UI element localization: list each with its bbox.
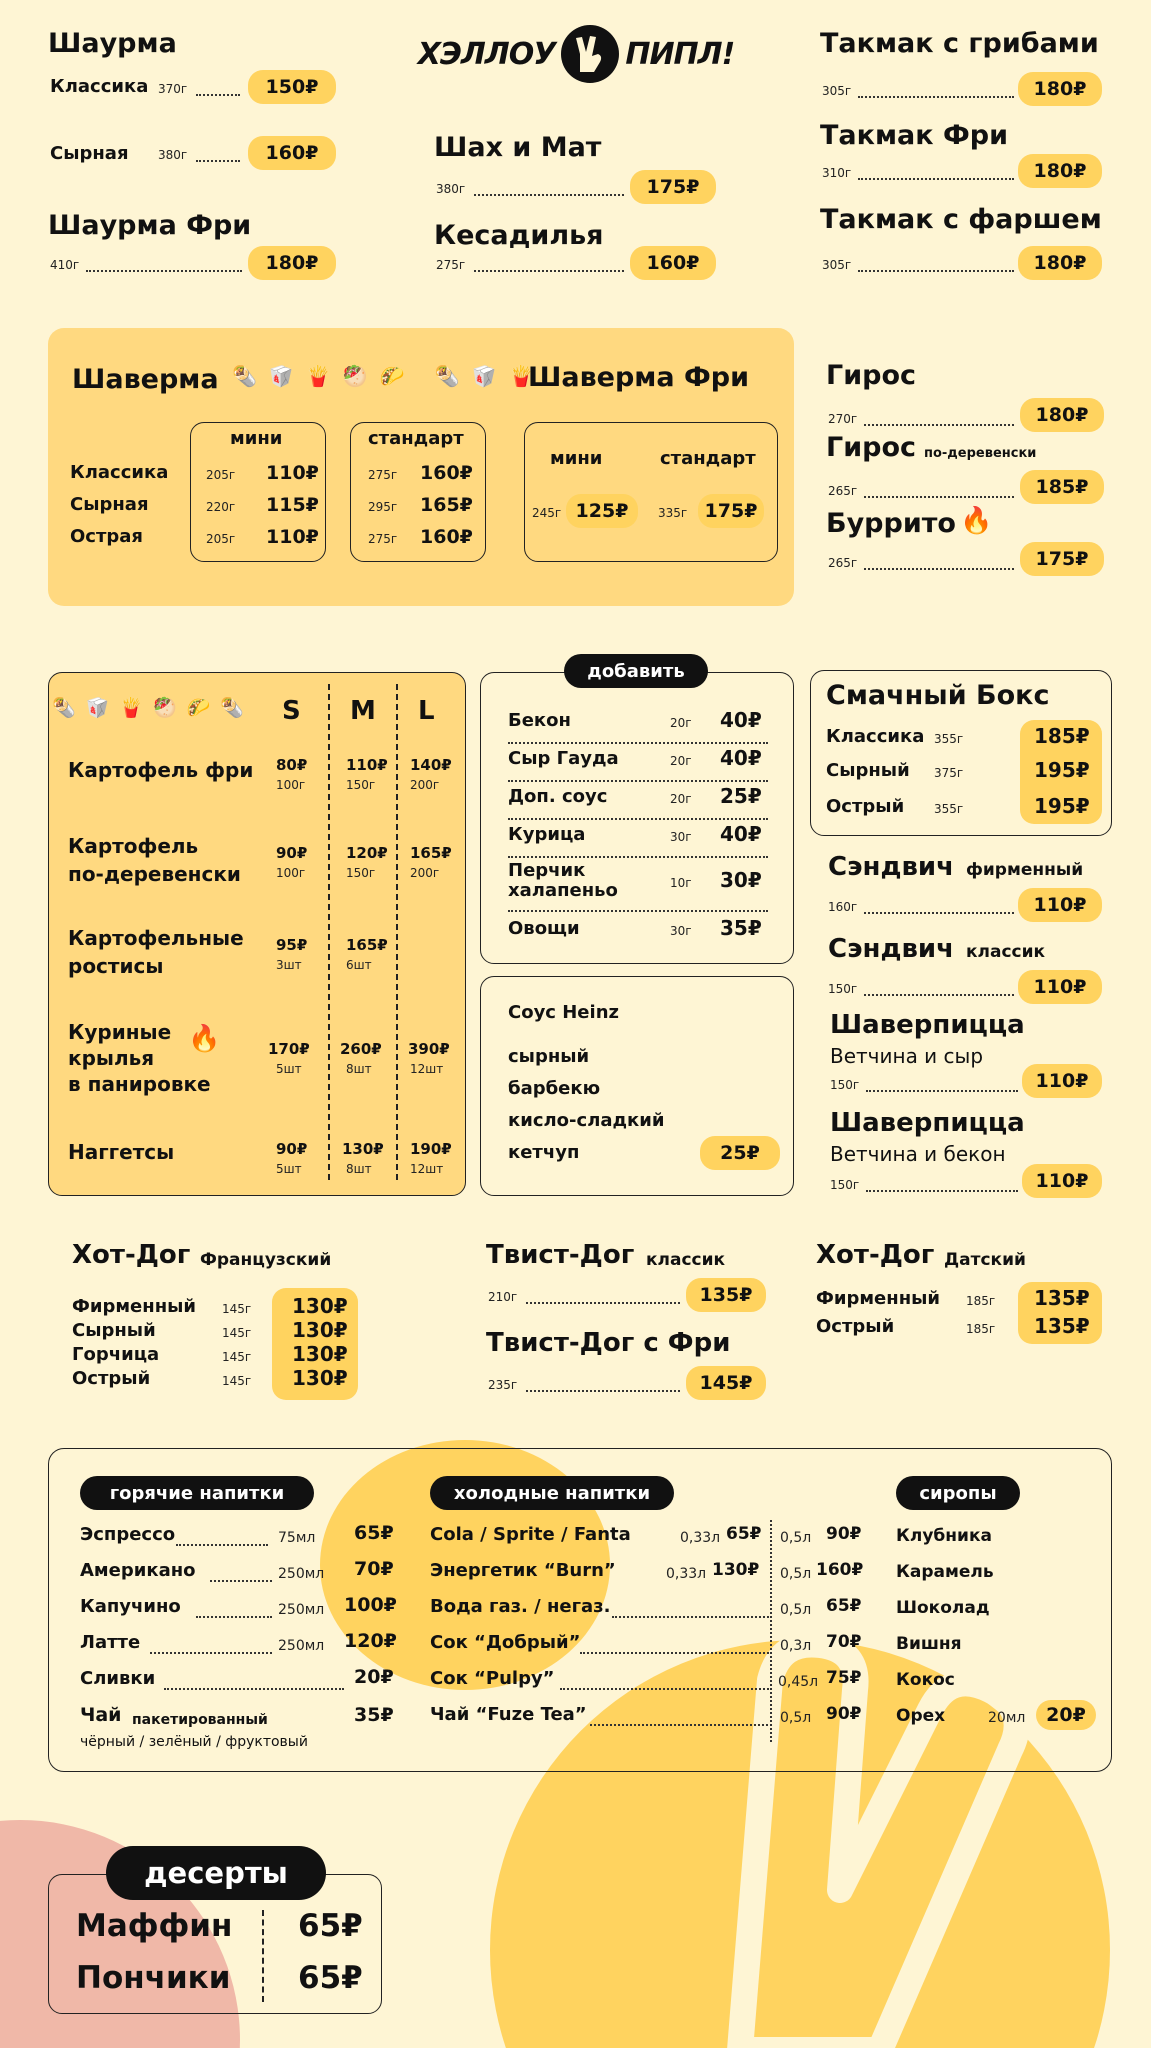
hotdog-fr-item-label: Острый <box>72 1368 151 1389</box>
volume: 0,45л <box>778 1674 819 1690</box>
price: 160₽ <box>420 462 473 484</box>
hot-drink-label: Латте <box>80 1632 141 1653</box>
weight: 12шт <box>410 1062 444 1076</box>
price: 70₽ <box>354 1558 394 1580</box>
sauce-item: кетчуп <box>508 1142 580 1163</box>
shah-mat-weight: 380г <box>436 182 466 196</box>
shaverma-fri-standard-price: 175₽ <box>698 494 764 528</box>
pizza1-sub: Ветчина и сыр <box>830 1044 984 1068</box>
dessert-label: Пончики <box>76 1960 231 1996</box>
volume: 0,33л <box>680 1530 721 1546</box>
shaurma-fri-title: Шаурма Фри <box>48 210 252 241</box>
hotdog-fr-item-label: Фирменный <box>72 1296 197 1317</box>
price: 65₽ <box>354 1522 394 1544</box>
shaverma-title: Шаверма <box>72 364 219 395</box>
dots <box>474 194 624 196</box>
price: 130₽ <box>292 1318 348 1342</box>
price: 25₽ <box>720 784 762 808</box>
weight: 5шт <box>276 1062 302 1076</box>
add-item-label: Курица <box>508 824 586 845</box>
price: 135₽ <box>1034 1314 1090 1338</box>
price: 40₽ <box>720 746 762 770</box>
weight: 8шт <box>346 1062 372 1076</box>
dots <box>150 1652 272 1654</box>
brand-left: ХЭЛЛОУ <box>417 36 556 72</box>
price: 130₽ <box>342 1140 384 1158</box>
price: 70₽ <box>826 1632 862 1652</box>
price: 20₽ <box>354 1666 394 1688</box>
sauce-title: Соус Heinz <box>508 1002 619 1023</box>
brand-logo <box>416 20 736 88</box>
shaverma-row-label: Острая <box>70 526 143 547</box>
size-m-header: M <box>350 696 376 726</box>
dots <box>864 568 1014 570</box>
hotdog-fr-item-label: Сырный <box>72 1320 156 1341</box>
pizza1-title: Шаверпицца <box>830 1010 1025 1040</box>
sandwich2-price: 110₽ <box>1018 970 1102 1004</box>
weight: 150г <box>346 778 376 792</box>
side-label: в панировке <box>68 1072 211 1096</box>
dots <box>526 1302 680 1304</box>
weight: 185г <box>966 1294 996 1308</box>
dots <box>474 270 624 272</box>
weight: 200г <box>410 778 440 792</box>
shaurma-title: Шаурма <box>48 28 177 59</box>
weight: 150г <box>830 1078 860 1092</box>
divider <box>508 856 768 858</box>
side-label: Куриные <box>68 1020 172 1044</box>
weight: 20г <box>670 792 692 806</box>
add-item-label: Перчик <box>508 860 586 881</box>
dots <box>864 994 1014 996</box>
cold-drink-label: Энергетик “Burn” <box>430 1560 616 1581</box>
volume: 0,5л <box>780 1566 812 1582</box>
shaverma-mini-header: мини <box>230 428 283 449</box>
dots <box>196 1616 272 1618</box>
dots <box>86 270 242 272</box>
shaurma-fri-price: 180₽ <box>248 246 336 280</box>
dots <box>590 1724 772 1726</box>
add-item-label: Бекон <box>508 710 571 731</box>
shaverma-standard-header: стандарт <box>368 428 464 449</box>
dots <box>210 1580 272 1582</box>
dots <box>866 1090 1018 1092</box>
add-item-label: халапеньо <box>508 880 618 901</box>
peace-hand-icon <box>561 25 619 83</box>
takmak-meat-price: 180₽ <box>1018 246 1102 280</box>
price: 195₽ <box>1034 758 1090 782</box>
price: 75₽ <box>826 1668 862 1688</box>
dots <box>612 1616 772 1618</box>
weight: 245г <box>532 506 562 520</box>
sauce-item: сырный <box>508 1046 590 1067</box>
box-item-label: Острый <box>826 796 905 817</box>
volume: 0,5л <box>780 1602 812 1618</box>
desserts-divider <box>262 1910 264 2002</box>
dots <box>196 160 240 162</box>
weight: 145г <box>222 1374 252 1388</box>
dots <box>196 94 240 96</box>
giros-price: 180₽ <box>1020 398 1104 432</box>
burrito-title: Буррито <box>826 508 956 539</box>
cold-drink-label: Сок “Pulpy” <box>430 1668 555 1689</box>
volume: 0,5л <box>780 1530 812 1546</box>
weight: 145г <box>222 1302 252 1316</box>
price: 185₽ <box>1034 724 1090 748</box>
box-item-label: Классика <box>826 726 925 747</box>
weight: 150г <box>346 866 376 880</box>
dots <box>560 1688 772 1690</box>
weight: 30г <box>670 830 692 844</box>
price: 90₽ <box>276 1140 308 1158</box>
weight: 150г <box>828 982 858 996</box>
cold-drinks-title: холодные напитки <box>430 1476 674 1510</box>
kesadilya-price: 160₽ <box>630 246 716 280</box>
shaverma-fri-mini-header: мини <box>550 448 603 469</box>
weight: 265г <box>828 556 858 570</box>
weight: 355г <box>934 802 964 816</box>
price: 195₽ <box>1034 794 1090 818</box>
dots <box>864 424 1014 426</box>
syrups-title: сиропы <box>896 1476 1020 1510</box>
syrup-item: Вишня <box>896 1634 962 1654</box>
side-label: Картофельные <box>68 926 244 950</box>
price: 35₽ <box>354 1704 394 1726</box>
food-doodle-icons: 🌯🥡🍟🥙🌮🌯 <box>52 697 254 719</box>
price: 90₽ <box>276 844 308 862</box>
cold-drink-label: Вода газ. / негаз. <box>430 1596 611 1617</box>
divider <box>508 780 768 782</box>
syrup-item: Кокос <box>896 1670 955 1690</box>
hot-drinks-title: горячие напитки <box>80 1476 314 1510</box>
weight: 265г <box>828 484 858 498</box>
weight: 205г <box>206 532 236 546</box>
price: 110₽ <box>266 462 319 484</box>
price: 80₽ <box>276 756 308 774</box>
price: 35₽ <box>720 916 762 940</box>
dots <box>858 178 1014 180</box>
takmak-mushroom-price: 180₽ <box>1018 72 1102 106</box>
price: 40₽ <box>720 708 762 732</box>
sandwich1-sub: фирменный <box>966 860 1084 880</box>
price: 130₽ <box>292 1294 348 1318</box>
side-label: крылья <box>68 1046 155 1070</box>
sandwich1-price: 110₽ <box>1018 888 1102 922</box>
shaverma-fri-mini-price: 125₽ <box>566 494 638 528</box>
size-s-header: S <box>282 696 301 726</box>
syrup-item: Клубника <box>896 1526 992 1546</box>
price: 90₽ <box>826 1704 862 1724</box>
price: 130₽ <box>292 1366 348 1390</box>
hot-drink-label: Американо <box>80 1560 196 1581</box>
cold-drink-label: Cola / Sprite / Fanta <box>430 1524 631 1545</box>
price: 65₽ <box>826 1596 862 1616</box>
weight: 12шт <box>410 1162 444 1176</box>
syrup-item: Шоколад <box>896 1598 990 1618</box>
cold-drink-label: Сок “Добрый” <box>430 1632 581 1653</box>
weight: 6шт <box>346 958 372 972</box>
sandwich2-title: Сэндвич <box>828 934 954 964</box>
weight: 275г <box>368 468 398 482</box>
divider <box>508 910 768 912</box>
sauce-price: 25₽ <box>700 1136 780 1170</box>
weight: 30г <box>670 924 692 938</box>
volume: 0,5л <box>780 1710 812 1726</box>
giros2-title: Гирос <box>826 432 917 463</box>
price: 170₽ <box>268 1040 310 1058</box>
shaurma-cheese-weight: 380г <box>158 148 188 162</box>
price: 120₽ <box>344 1630 397 1652</box>
weight: 150г <box>830 1178 860 1192</box>
shah-mat-title: Шах и Мат <box>434 132 602 163</box>
shaurma-cheese-label: Сырная <box>50 143 129 164</box>
price: 110₽ <box>346 756 388 774</box>
pizza1-price: 110₽ <box>1022 1064 1102 1098</box>
volume: 250мл <box>278 1566 325 1582</box>
giros-title: Гирос <box>826 360 917 391</box>
weight: 355г <box>934 732 964 746</box>
side-label: по-деревенски <box>68 862 241 886</box>
shaverma-fri-box <box>524 422 778 562</box>
weight: 100г <box>276 866 306 880</box>
weight: 375г <box>934 766 964 780</box>
weight: 185г <box>966 1322 996 1336</box>
takmak-meat-weight: 305г <box>822 258 852 272</box>
pizza2-price: 110₽ <box>1022 1164 1102 1198</box>
price: 190₽ <box>410 1140 452 1158</box>
twist2-title: Твист-Дог с Фри <box>486 1328 731 1358</box>
sauce-item: кисло-сладкий <box>508 1110 665 1131</box>
pizza2-sub: Ветчина и бекон <box>830 1142 1006 1166</box>
weight: 295г <box>368 500 398 514</box>
price: 140₽ <box>410 756 452 774</box>
shaurma-fri-weight: 410г <box>50 258 80 272</box>
cold-drink-label: Чай “Fuze Tea” <box>430 1704 587 1725</box>
hot-drink-label: Сливки <box>80 1668 156 1689</box>
weight: 8шт <box>346 1162 372 1176</box>
weight: 275г <box>368 532 398 546</box>
dessert-price: 65₽ <box>298 1908 363 1944</box>
shaverma-row-label: Классика <box>70 462 169 483</box>
size-divider <box>328 684 330 1180</box>
volume: 0,3л <box>780 1638 812 1654</box>
shaverma-row-label: Сырная <box>70 494 149 515</box>
price: 130₽ <box>712 1560 760 1580</box>
kesadilya-title: Кесадилья <box>434 220 604 251</box>
twist1-price: 135₽ <box>686 1278 766 1312</box>
burrito-price: 175₽ <box>1020 542 1104 576</box>
price: 65₽ <box>726 1524 762 1544</box>
divider <box>508 818 768 820</box>
weight: 205г <box>206 468 236 482</box>
dessert-label: Маффин <box>76 1908 233 1944</box>
volume: 75мл <box>278 1530 316 1546</box>
price: 160₽ <box>420 526 473 548</box>
hotdog-dk-sub: Датский <box>944 1250 1026 1270</box>
side-label: ростисы <box>68 954 164 978</box>
price: 115₽ <box>266 494 319 516</box>
hotdog-dk-title: Хот-Дог <box>816 1240 935 1270</box>
dots <box>864 496 1014 498</box>
price: 135₽ <box>1034 1286 1090 1310</box>
sandwich2-sub: классик <box>966 942 1046 962</box>
price: 30₽ <box>720 868 762 892</box>
tea-note: чёрный / зелёный / фруктовый <box>80 1734 308 1750</box>
takmak-fri-price: 180₽ <box>1018 154 1102 188</box>
box-title: Смачный Бокс <box>826 680 1050 711</box>
sauce-item: барбекю <box>508 1078 601 1099</box>
price: 165₽ <box>420 494 473 516</box>
hot-drink-label: Капучино <box>80 1596 181 1617</box>
dessert-price: 65₽ <box>298 1960 363 1996</box>
syrup-price: 20₽ <box>1036 1700 1096 1730</box>
weight: 145г <box>222 1350 252 1364</box>
side-label: Картофель <box>68 834 199 858</box>
price: 90₽ <box>826 1524 862 1544</box>
price: 165₽ <box>410 844 452 862</box>
shah-mat-price: 175₽ <box>630 170 716 204</box>
price: 110₽ <box>266 526 319 548</box>
brand-right: ПИПЛ! <box>625 36 735 72</box>
cold-divider <box>770 1520 772 1742</box>
size-divider <box>396 684 398 1180</box>
price: 40₽ <box>720 822 762 846</box>
box-item-label: Сырный <box>826 760 910 781</box>
takmak-fri-weight: 310г <box>822 166 852 180</box>
weight: 10г <box>670 876 692 890</box>
dots <box>864 912 1014 914</box>
divider <box>508 742 768 744</box>
price: 120₽ <box>346 844 388 862</box>
weight: 160г <box>828 900 858 914</box>
weight: 5шт <box>276 1162 302 1176</box>
shaurma-classic-weight: 370г <box>158 82 188 96</box>
syrup-item: Карамель <box>896 1562 994 1582</box>
takmak-mushroom-weight: 305г <box>822 84 852 98</box>
weight: 235г <box>488 1378 518 1392</box>
add-item-label: Сыр Гауда <box>508 748 619 769</box>
desserts-title: десерты <box>106 1846 326 1900</box>
hotdog-fr-sub: Французский <box>200 1250 332 1270</box>
add-item-label: Доп. соус <box>508 786 608 807</box>
shaverma-fri-title: Шаверма Фри <box>528 362 750 393</box>
dots <box>858 96 1014 98</box>
tea-label: Чай <box>80 1704 122 1726</box>
dots <box>526 1390 680 1392</box>
shaurma-cheese-price: 160₽ <box>248 136 336 170</box>
hotdog-dk-item-label: Фирменный <box>816 1288 941 1309</box>
weight: 220г <box>206 500 236 514</box>
shaverma-fri-standard-header: стандарт <box>660 448 756 469</box>
sandwich1-title: Сэндвич <box>828 852 954 882</box>
giros2-sub: по-деревенски <box>924 446 1037 461</box>
tea-sub: пакетированный <box>132 1712 268 1728</box>
volume: 20мл <box>988 1710 1026 1726</box>
fire-icon: 🔥 <box>960 506 993 536</box>
hotdog-dk-item-label: Острый <box>816 1316 895 1337</box>
twist1-sub: классик <box>646 1250 726 1270</box>
shaurma-classic-price: 150₽ <box>248 70 336 104</box>
weight: 210г <box>488 1290 518 1304</box>
food-doodle-icons: 🌯🥡🍟🥙🌮 🌯🥡🍟 <box>232 364 546 388</box>
dots <box>164 1688 344 1690</box>
takmak-meat-title: Такмак с фаршем <box>820 204 1102 235</box>
weight: 3шт <box>276 958 302 972</box>
twist1-title: Твист-Дог <box>486 1240 635 1270</box>
price: 390₽ <box>408 1040 450 1058</box>
weight: 335г <box>658 506 688 520</box>
takmak-mushroom-title: Такмак с грибами <box>820 28 1099 59</box>
dots <box>858 270 1014 272</box>
volume: 250мл <box>278 1638 325 1654</box>
dots <box>176 1544 268 1546</box>
hotdog-fr-item-label: Горчица <box>72 1344 160 1365</box>
weight: 100г <box>276 778 306 792</box>
size-l-header: L <box>418 696 435 726</box>
pizza2-title: Шаверпицца <box>830 1108 1025 1138</box>
volume: 0,33л <box>666 1566 707 1582</box>
syrup-item: Орех <box>896 1706 946 1726</box>
weight: 20г <box>670 716 692 730</box>
dots <box>866 1190 1018 1192</box>
price: 100₽ <box>344 1594 397 1616</box>
price: 160₽ <box>816 1560 864 1580</box>
weight: 200г <box>410 866 440 880</box>
shaurma-classic-label: Классика <box>50 76 149 97</box>
add-title: добавить <box>564 654 708 688</box>
fire-icon: 🔥 <box>188 1024 221 1054</box>
price: 130₽ <box>292 1342 348 1366</box>
hotdog-fr-title: Хот-Дог <box>72 1240 191 1270</box>
weight: 145г <box>222 1326 252 1340</box>
hot-drink-label: Эспрессо <box>80 1524 176 1545</box>
giros2-price: 185₽ <box>1020 470 1104 504</box>
twist2-price: 145₽ <box>686 1366 766 1400</box>
price: 260₽ <box>340 1040 382 1058</box>
takmak-fri-title: Такмак Фри <box>820 120 1008 151</box>
weight: 20г <box>670 754 692 768</box>
volume: 250мл <box>278 1602 325 1618</box>
weight: 270г <box>828 412 858 426</box>
dots <box>580 1652 772 1654</box>
side-label: Наггетсы <box>68 1140 175 1164</box>
side-label: Картофель фри <box>68 758 254 782</box>
price: 95₽ <box>276 936 308 954</box>
kesadilya-weight: 275г <box>436 258 466 272</box>
add-item-label: Овощи <box>508 918 580 939</box>
price: 165₽ <box>346 936 388 954</box>
